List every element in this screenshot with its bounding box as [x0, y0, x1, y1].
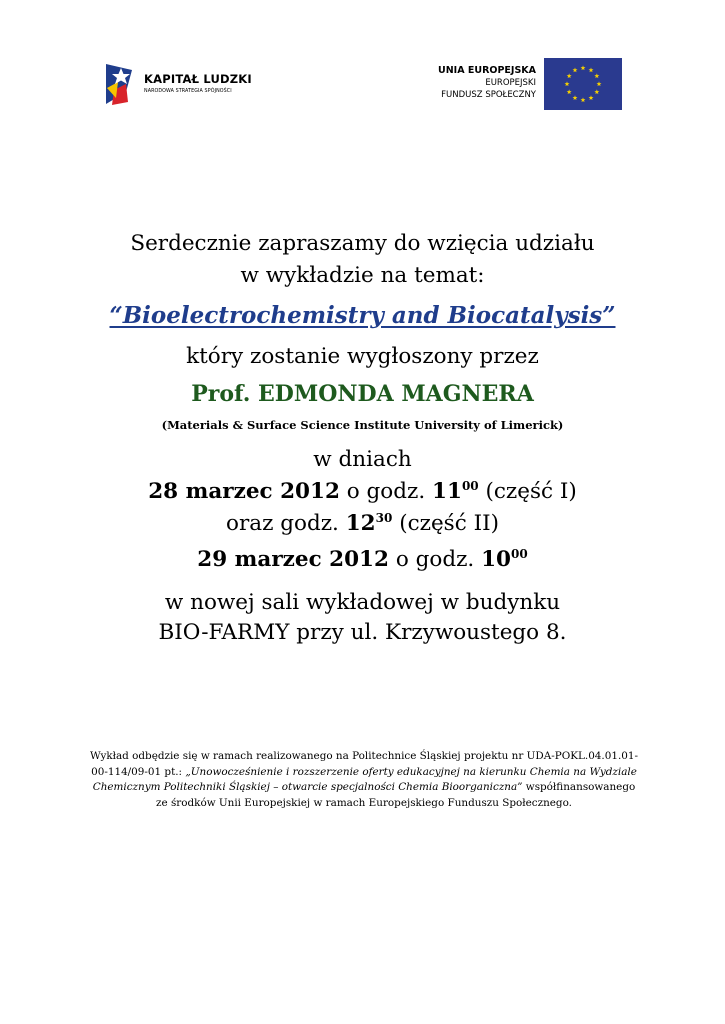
date2-hour: 10	[481, 547, 512, 572]
date1-minutes: 00	[461, 479, 479, 493]
funding-note-part2: współfinansowanego ze środków Unii Europejskiej w ramach Europejskiego Funduszu Społecznego.	[156, 781, 636, 809]
eu-logo-line2: EUROPEJSKI	[485, 78, 536, 88]
date1: 28 marzec 2012	[148, 479, 340, 504]
invitation-line4: który zostanie wygłoszony przez	[186, 344, 539, 369]
date1b-hour: 12	[345, 511, 376, 536]
funding-note-part1: Wykład odbędzie się w ramach realizowanego na Politechnice Śląskiej projektu nr UDA-POKL.04.01.01-00-114/09-01 pt.:	[90, 750, 638, 778]
date2-minutes: 00	[511, 547, 528, 561]
lecture-topic: “Bioelectrochemistry and Biocatalysis”	[109, 302, 616, 329]
date1b-minutes: 30	[375, 511, 393, 525]
speaker-affiliation: (Materials & Surface Science Institute University of Limerick)	[161, 418, 564, 432]
invitation-line1: Serdecznie zapraszamy do wzięcia udziału	[130, 231, 595, 256]
date1-line	[0, 479, 725, 504]
kapital-ludzki-title: KAPITAŁ LUDZKI	[144, 72, 252, 86]
speaker-name: Prof. EDMONDA MAGNERA	[191, 381, 534, 407]
project-title: „Unowocześnienie i rozszerzenie oferty edukacyjnej na kierunku Chemia na Wydziale Chemicznym Politechniki Śląskiej – otwarcie specjalności Chemia Bioorganiczna”	[92, 765, 637, 793]
date2: 29 marzec 2012	[197, 547, 389, 572]
kapital-ludzki-star-icon	[104, 62, 140, 107]
kapital-ludzki-logo	[104, 62, 264, 107]
date1-at: o godz.	[346, 479, 426, 504]
kapital-ludzki-subtitle: NARODOWA STRATEGIA SPÓJNOŚCI	[144, 89, 232, 94]
eu-logo-line1: UNIA EUROPEJSKA	[438, 65, 536, 76]
place-line1: w nowej sali wykładowej w budynku	[164, 590, 561, 615]
date2-line	[0, 547, 725, 572]
eu-flag-icon	[544, 58, 622, 110]
dates-intro: w dniach	[313, 447, 412, 472]
funding-note	[88, 749, 640, 811]
eu-logo-text	[438, 64, 536, 101]
date1b-at: oraz godz.	[226, 511, 339, 536]
date1b-line	[0, 511, 725, 536]
date1-part: (część I)	[485, 479, 577, 504]
date1-hour: 11	[432, 479, 462, 504]
invitation-line2: w wykładzie na temat:	[240, 263, 485, 288]
date1b-part: (część II)	[399, 511, 499, 536]
place-line2: BIO-FARMY przy ul. Krzywoustego 8.	[158, 620, 567, 645]
eu-logo-line3: FUNDUSZ SPOŁECZNY	[441, 90, 536, 100]
date2-at: o godz.	[395, 547, 475, 572]
eu-logo	[430, 58, 622, 110]
